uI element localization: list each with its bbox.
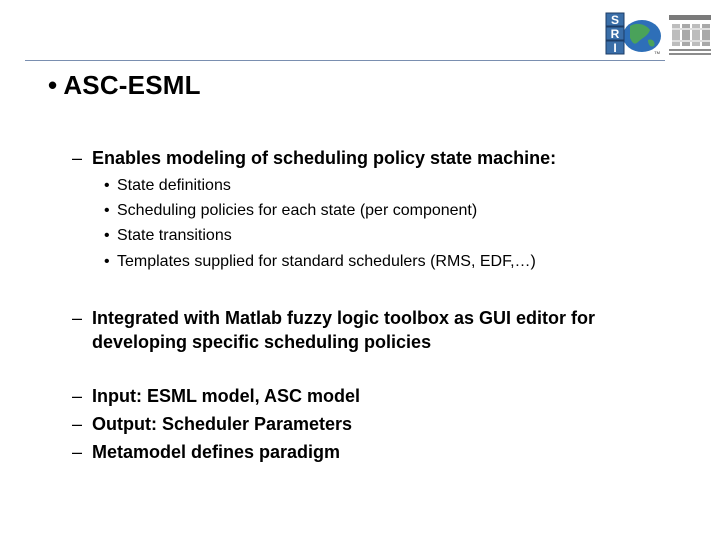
header-divider bbox=[25, 60, 665, 61]
subpoint-3-text: State transitions bbox=[117, 227, 232, 244]
bullet-point-2 bbox=[72, 306, 672, 354]
bullet-point-4 bbox=[72, 412, 352, 436]
subpoint-4-text: Templates supplied for standard schedulers (RMS, EDF,…) bbox=[117, 253, 536, 270]
title-text: ASC-ESML bbox=[63, 70, 201, 100]
point-2-text: Integrated with Matlab fuzzy logic toolbox as GUI editor for developing specific scheduling policies bbox=[92, 308, 596, 352]
isis-logo-icon bbox=[668, 14, 712, 58]
dot-marker: • bbox=[104, 202, 110, 219]
logo-cluster bbox=[604, 12, 712, 58]
point-1-text: Enables modeling of scheduling policy state machine: bbox=[92, 148, 557, 168]
bullet-point-5 bbox=[72, 440, 340, 464]
dash-marker: – bbox=[72, 148, 83, 168]
subpoint-1 bbox=[104, 176, 231, 196]
bullet-point-1 bbox=[72, 146, 556, 170]
point-3-text: Input: ESML model, ASC model bbox=[92, 386, 361, 406]
sri-letter-r: R bbox=[610, 27, 620, 41]
slide-title bbox=[48, 70, 201, 101]
sri-letter-i: I bbox=[613, 41, 617, 55]
title-bullet: • bbox=[48, 70, 58, 100]
dash-marker: – bbox=[72, 414, 83, 434]
trademark-mark: TM bbox=[654, 50, 660, 55]
subpoint-4 bbox=[104, 252, 536, 272]
dot-marker: • bbox=[104, 227, 110, 244]
subpoint-2 bbox=[104, 201, 477, 221]
subpoint-1-text: State definitions bbox=[117, 177, 231, 194]
point-4-text: Output: Scheduler Parameters bbox=[92, 414, 353, 434]
sri-logo-icon bbox=[604, 12, 662, 56]
sri-letter-s: S bbox=[610, 13, 620, 27]
dot-marker: • bbox=[104, 253, 110, 270]
bullet-point-3 bbox=[72, 384, 360, 408]
dash-marker: – bbox=[72, 442, 83, 462]
subpoint-2-text: Scheduling policies for each state (per component) bbox=[117, 202, 478, 219]
subpoint-3 bbox=[104, 226, 232, 246]
point-5-text: Metamodel defines paradigm bbox=[92, 442, 341, 462]
dash-marker: – bbox=[72, 308, 83, 328]
dash-marker: – bbox=[72, 386, 83, 406]
dot-marker: • bbox=[104, 177, 110, 194]
